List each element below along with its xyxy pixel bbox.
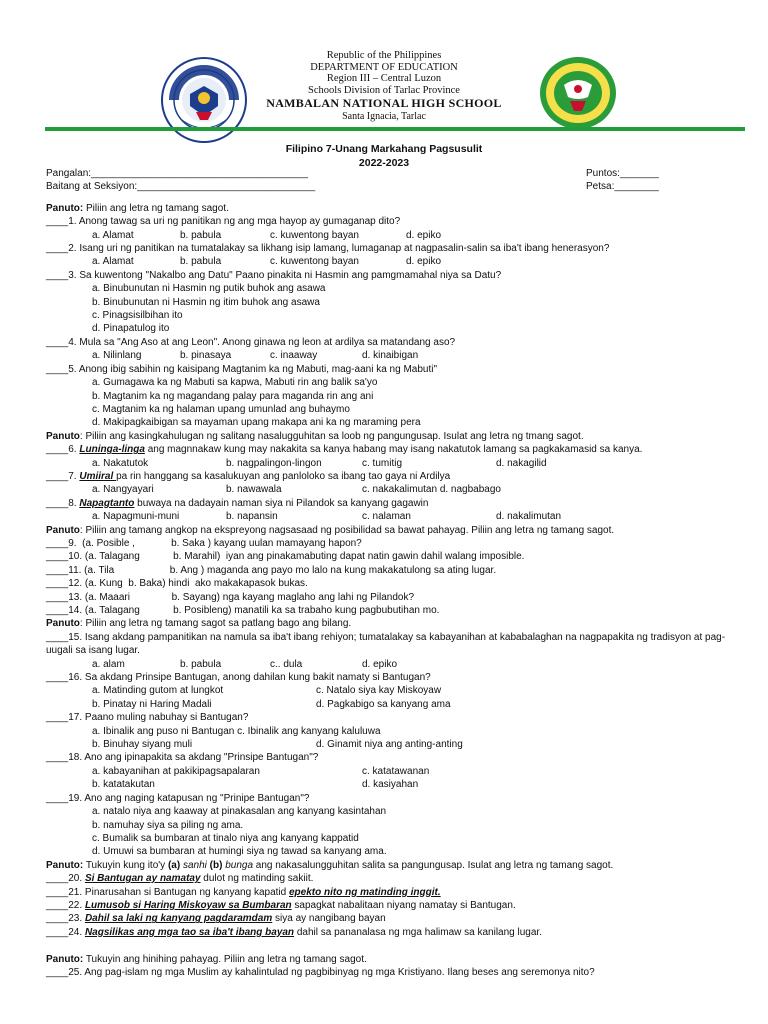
question-6: ____6. Luninga-linga ang magnnakaw kung may nakakita sa kanya habang may isang nakatutok lamang sa pagkakamasid sa kanya. bbox=[46, 444, 643, 456]
question-17-choices-bd bbox=[46, 738, 766, 751]
question-3-choice-a[interactable]: a. Binubunutan ni Hasmin ng putik buhok ang asawa bbox=[92, 283, 326, 295]
exam-title-line: Filipino 7-Unang Markahang Pagsusulit bbox=[285, 143, 483, 155]
question-6-choices bbox=[46, 457, 766, 470]
question-13: ____13. (a. Maaari b. Sayang) nga kayang maglaho ang lahi ng Pilandok? bbox=[46, 591, 415, 603]
question-15-choices bbox=[46, 658, 766, 671]
choice-b[interactable]: b. napansin bbox=[226, 511, 278, 523]
choice-c[interactable]: c. katatawanan bbox=[362, 765, 430, 777]
question-19-choice-d[interactable]: d. Umuwi sa bumbaran at humingi siya ng tawad sa kanyang ama. bbox=[92, 846, 387, 858]
question-3-choice-c[interactable]: c. Pinagsisilbihan ito bbox=[92, 310, 183, 322]
question-21: ____21. Pinarusahan si Bantugan ng kanyang kapatid epekto nito ng matinding inggit. bbox=[46, 886, 441, 898]
question-22: ____22. Lumusob si Haring Miskoyaw sa Bumbaran sapagkat nabalitaan niyang namatay si Bantugan. bbox=[46, 899, 516, 911]
form-row-2 bbox=[46, 180, 766, 193]
choice-d[interactable]: d. nakagilid bbox=[496, 457, 547, 469]
question-5-choice-d[interactable]: d. Makipagkaibigan sa mayaman upang makapa ani ka ng maraming pera bbox=[92, 417, 421, 429]
question-4: ____4. Mula sa "Ang Aso at ang Leon". Anong ginawa ng leon at ardilya sa matandang aso? bbox=[46, 336, 456, 348]
question-17: ____17. Paano muling nabuhay si Bantugan? bbox=[46, 712, 249, 724]
underlined-phrase: epekto nito ng matinding inggit. bbox=[288, 886, 441, 898]
choice-b[interactable]: b. nagpalingon-lingon bbox=[226, 457, 322, 469]
choice-c[interactable]: c. kuwentong bayan bbox=[270, 229, 359, 241]
choice-c-d[interactable]: c. nakakalimutan d. nagbabago bbox=[362, 484, 501, 496]
choice-c[interactable]: c.. dula bbox=[270, 658, 303, 670]
question-2-choices bbox=[46, 255, 766, 268]
question-5-choice-c[interactable]: c. Magtanim ka ng halaman upang umunlad ang buhaymo bbox=[92, 403, 350, 415]
choice-b[interactable]: b. nawawala bbox=[226, 484, 282, 496]
choice-b[interactable]: b. pabula bbox=[180, 256, 222, 268]
question-19-choice-c[interactable]: c. Bumalik sa bumbaran at tinalo niya ang kanyang kappatid bbox=[92, 832, 359, 844]
choice-c[interactable]: c. tumitig bbox=[362, 457, 403, 469]
choice-d[interactable]: d. epiko bbox=[362, 658, 398, 670]
question-19-choice-a[interactable]: a. natalo niya ang kaaway at pinakasalan ang kanyang kasintahan bbox=[92, 806, 387, 818]
underlined-phrase: Nagsilikas ang mga tao sa iba't ibang bayan bbox=[84, 926, 295, 938]
region-line: Region III – Central Luzon bbox=[326, 73, 442, 84]
letterhead bbox=[0, 50, 768, 124]
choice-b[interactable]: b. pabula bbox=[180, 658, 222, 670]
question-5-choice-a[interactable]: a. Gumagawa ka ng Mabuti sa kapwa, Mabuti rin ang balik sa'yo bbox=[92, 377, 378, 389]
department-line: DEPARTMENT OF EDUCATION bbox=[310, 61, 458, 73]
date-field[interactable]: Petsa:________ bbox=[586, 181, 659, 193]
exam-body bbox=[46, 167, 766, 979]
question-8-choices bbox=[46, 510, 766, 523]
question-15: ____15. Isang akdang pampanitikan na namula sa iba't ibang rehiyon; tumatalakay sa kabayanihan at kababalaghan na nagpapakita ng tradisyon at pag-uugali sa isang lugar. bbox=[46, 631, 726, 657]
choice-a[interactable]: a. Alamat bbox=[92, 256, 134, 268]
question-20: ____20. Si Bantugan ay namatay dulot ng matinding sakiit. bbox=[46, 873, 314, 885]
question-9: ____9. (a. Posible , b. Saka ) kayang uulan mamayang hapon? bbox=[46, 537, 362, 549]
question-14: ____14. (a. Talagang b. Posibleng) manatili ka sa trabaho kung pagbubutihan mo. bbox=[46, 605, 440, 616]
school-address: Santa Ignacia, Tarlac bbox=[342, 111, 426, 122]
grade-section-field[interactable]: Baitang at Seksiyon:________________________________ bbox=[46, 181, 316, 193]
question-1: ____1. Anong tawag sa uri ng panitikan ng ang mga hayop ay gumaganap dito? bbox=[46, 216, 401, 228]
name-field[interactable]: Pangalan:_______________________________________ bbox=[46, 168, 308, 179]
choice-d[interactable]: d. kasiyahan bbox=[362, 779, 419, 791]
choice-d[interactable]: d. Ginamit niya ang anting-anting bbox=[316, 739, 463, 751]
question-2: ____2. Isang uri ng panitikan na tumatalakay sa likhang isip lamang, lumaganap at nagpasalin-salin sa iba't ibang henerasyon? bbox=[46, 243, 610, 255]
question-12: ____12. (a. Kung b. Baka) hindi ako makakapasok bukas. bbox=[46, 578, 308, 590]
form-row-1 bbox=[46, 167, 766, 180]
choice-c[interactable]: c. Natalo siya kay Miskoyaw bbox=[316, 685, 442, 697]
question-18: ____18. Ano ang ipinapakita sa akdang "Prinsipe Bantugan"? bbox=[46, 752, 319, 764]
question-23: ____23. Dahil sa laki ng kanyang pagdaramdam siya ay nangibang bayan bbox=[46, 913, 386, 925]
choice-c[interactable]: c. inaaway bbox=[270, 350, 318, 362]
choice-b[interactable]: b. pinasaya bbox=[180, 350, 232, 362]
choice-d[interactable]: d. Pagkabigo sa kanyang ama bbox=[316, 698, 451, 710]
choice-d[interactable]: d. epiko bbox=[406, 256, 442, 268]
underlined-phrase: Si Bantugan ay namatay bbox=[84, 873, 201, 885]
question-7: ____7. Umiiral pa rin hanggang sa kasalukuyan ang panloloko sa ibang tao gaya ni Ardilya bbox=[46, 470, 451, 482]
instruction-3: Panuto: Piliin ang tamang angkop na ekspreyong nagsasaad ng posibilidad sa bawat pahayag. Piliin ang letra ng tamang sagot. bbox=[46, 524, 615, 536]
question-8: ____8. Napagtanto buwaya na dadayain naman siya ni Pilandok sa kanyang gagawin bbox=[46, 497, 429, 509]
division-line: Schools Division of Tarlac Province bbox=[308, 84, 460, 96]
underlined-word: Napagtanto bbox=[79, 497, 135, 509]
question-16: ____16. Sa akdang Prinsipe Bantugan, anong dahilan kung bakit namaty si Bantugan? bbox=[46, 672, 431, 684]
choice-a[interactable]: a. kabayanihan at pakikipagsapalaran bbox=[92, 765, 260, 777]
question-4-choices bbox=[46, 349, 766, 362]
underlined-word: Umiiral bbox=[79, 470, 117, 482]
score-field[interactable]: Puntos:_______ bbox=[586, 168, 659, 179]
question-1-choices bbox=[46, 229, 766, 242]
question-11: ____11. (a. Tila b. Ang ) maganda ang payo mo lalo na kung makakatulong sa ating lugar. bbox=[46, 564, 497, 576]
choice-a[interactable]: a. Nilinlang bbox=[92, 350, 142, 362]
question-18-choices-bd bbox=[46, 778, 766, 791]
question-16-choices-bd bbox=[46, 698, 766, 711]
question-19: ____19. Ano ang naging katapusan ng "Prinipe Bantugan"? bbox=[46, 792, 310, 804]
republic-line: Republic of the Philippines bbox=[326, 50, 442, 61]
instruction-5: Panuto: Tukuyin kung ito'y (a) sanhi (b) bunga ang nakasalungguhitan salita sa pangungusap. Isulat ang letra ng tamang sagot. bbox=[46, 859, 614, 871]
choice-a[interactable]: a. alam bbox=[92, 658, 125, 670]
choice-c[interactable]: c. kuwentong bayan bbox=[270, 256, 359, 268]
choice-d[interactable]: d. epiko bbox=[406, 229, 442, 241]
header-divider bbox=[45, 127, 745, 131]
question-5-choice-b[interactable]: b. Magtanim ka ng magandang palay para maganda rin ang ani bbox=[92, 390, 374, 402]
choice-b[interactable]: b. Binuhay siyang muli bbox=[92, 739, 193, 751]
choice-a[interactable]: a. Alamat bbox=[92, 229, 134, 241]
instruction-2: Panuto: Piliin ang kasingkahulugan ng salitang nasalugguhitan sa loob ng pangungusap. Isulat ang letra ng tmang sagot. bbox=[46, 430, 584, 442]
question-3: ____3. Sa kuwentong "Nakalbo ang Datu" Paano pinakita ni Hasmin ang pamgmamahal niya sa Datu? bbox=[46, 269, 502, 281]
choice-b[interactable]: b. pabula bbox=[180, 229, 222, 241]
choice-b[interactable]: b. katatakutan bbox=[92, 779, 155, 791]
instruction-6: Panuto: Tukuyin ang hinihing pahayag. Piliin ang letra ng tamang sagot. bbox=[46, 953, 367, 965]
question-7-choices bbox=[46, 483, 766, 496]
instruction-4: Panuto: Piliin ang letra ng tamang sagot sa patlang bago ang bilang. bbox=[46, 618, 352, 630]
question-19-choice-b[interactable]: b. namuhay siya sa piling ng ama. bbox=[92, 819, 244, 831]
question-24: ____24. Nagsilikas ang mga tao sa iba't ibang bayan dahil sa pananalasa ng mga halimaw sa kanilang lugar. bbox=[46, 926, 542, 938]
underlined-word: Luninga-linga bbox=[79, 444, 145, 456]
choice-d[interactable]: d. nakalimutan bbox=[496, 511, 562, 523]
question-3-choice-b[interactable]: b. Binubunutan ni Hasmin ng itim buhok ang asawa bbox=[92, 296, 320, 308]
question-10: ____10. (a. Talagang b. Marahil) iyan ang pinakamabuting dapat natin gawin dahil walang imposible. bbox=[46, 551, 525, 563]
question-16-choices-ac bbox=[46, 684, 766, 697]
instruction-1: Panuto: Piliin ang letra ng tamang sagot. bbox=[46, 202, 229, 214]
choice-a[interactable]: a. Nangyayari bbox=[92, 484, 154, 496]
school-name: NAMBALAN NATIONAL HIGH SCHOOL bbox=[266, 96, 502, 110]
question-5: ____5. Anong ibig sabihin ng kaisipang Magtanim ka ng Mabuti, mag-aani ka ng Mabuti" bbox=[46, 363, 438, 375]
question-17-choices-ac[interactable]: a. Ibinalik ang puso ni Bantugan c. Ibinalik ang kanyang kaluluwa bbox=[92, 725, 381, 737]
choice-c[interactable]: c. nalaman bbox=[362, 511, 411, 523]
choice-a[interactable]: a. Napagmuni-muni bbox=[92, 511, 180, 523]
question-3-choice-d[interactable]: d. Pinapatulog ito bbox=[92, 323, 170, 335]
choice-a[interactable]: a. Matinding gutom at lungkot bbox=[92, 685, 224, 697]
question-25: ____25. Ang pag-islam ng mga Muslim ay kahalintulad ng pagbibinyag ng mga Kristiyano. Ilang beses ang seremonya nito? bbox=[46, 966, 595, 978]
choice-a[interactable]: a. Nakatutok bbox=[92, 457, 149, 469]
exam-title bbox=[0, 143, 768, 170]
underlined-phrase: Dahil sa laki ng kanyang pagdaramdam bbox=[84, 913, 273, 925]
choice-b[interactable]: b. Pinatay ni Haring Madali bbox=[92, 698, 212, 710]
question-18-choices-ac bbox=[46, 765, 766, 778]
school-year: 2022-2023 bbox=[358, 156, 410, 169]
underlined-phrase: Lumusob si Haring Miskoyaw sa Bumbaran bbox=[84, 899, 292, 911]
choice-d[interactable]: d. kinaibigan bbox=[362, 350, 419, 362]
